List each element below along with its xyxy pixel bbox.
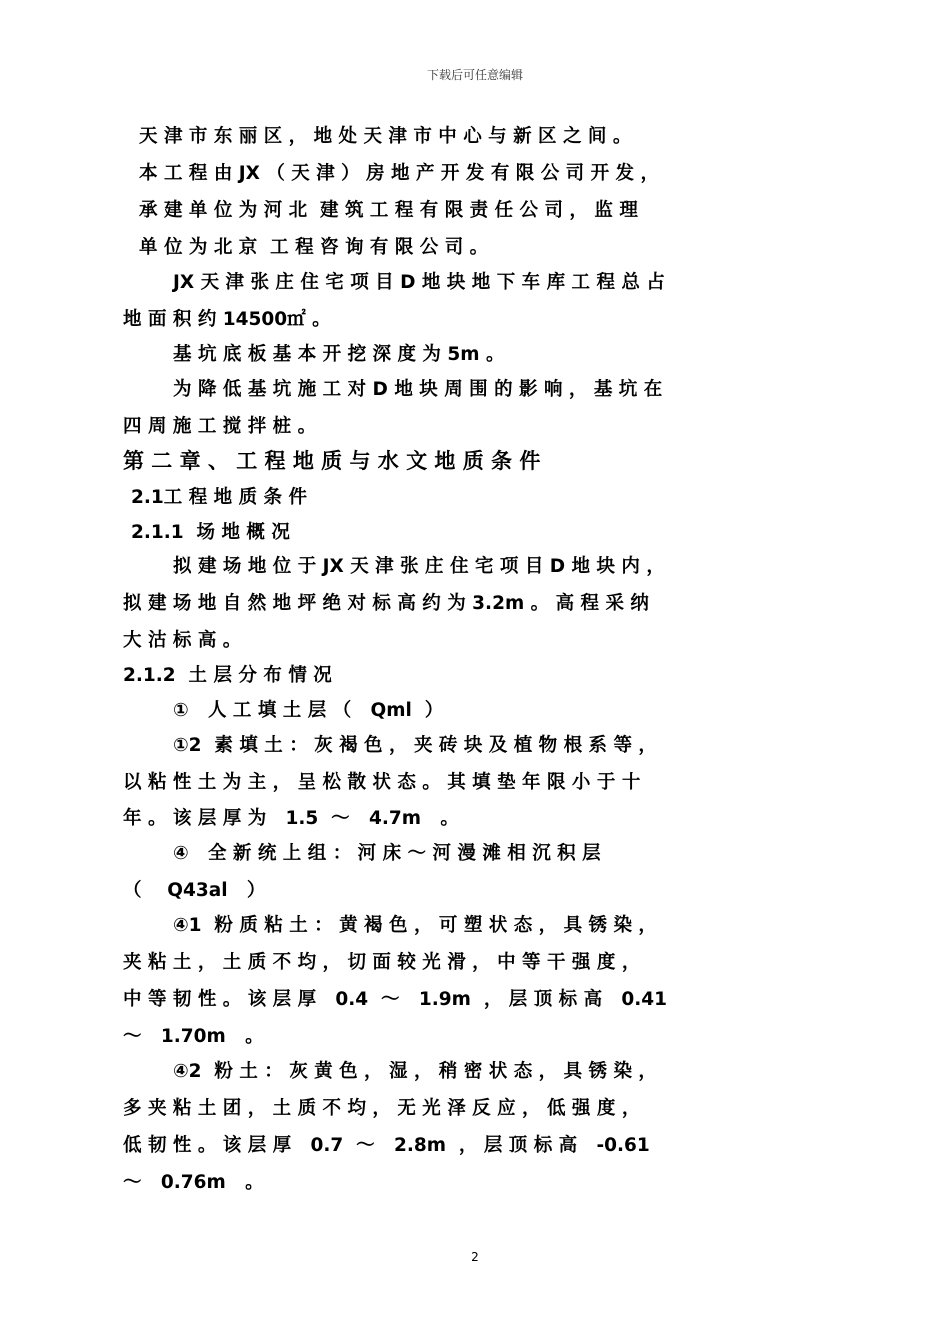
body-line: 以 粘 性 土 为 主 ， 呈 松 散 状 态 。 其 填 垫 年 限 小 于 十 xyxy=(123,772,641,793)
body-line: ④1 粉 质 粘 土 ： 黄 褐 色 ， 可 塑 状 态 ， 具 锈 染 ， xyxy=(173,915,657,936)
body-line: 夹 粘 土 ， 土 质 不 均 ， 切 面 较 光 滑 ， 中 等 干 强 度 ， xyxy=(123,952,641,973)
body-line: 年 。 该 层 厚 为 1.5 ～ 4.7m 。 xyxy=(123,808,459,829)
subsection-heading: 2.1.1 场 地 概 况 xyxy=(131,522,290,543)
body-line: ④2 粉 土 ： 灰 黄 色 ， 湿 ， 稍 密 状 态 ， 具 锈 染 ， xyxy=(173,1061,657,1082)
body-line: 天 津 市 东 丽 区 ， 地 处 天 津 市 中 心 与 新 区 之 间 。 xyxy=(139,126,632,147)
body-line: 中 等 韧 性 。 该 层 厚 0.4 ～ 1.9m ， 层 顶 标 高 0.41 xyxy=(123,989,668,1010)
section-heading: 2.1工 程 地 质 条 件 xyxy=(131,487,307,508)
body-line: 本 工 程 由 JX （ 天 津 ） 房 地 产 开 发 有 限 公 司 开 发 ， xyxy=(139,163,659,184)
body-line: ①2 素 填 土 ： 灰 褐 色 ， 夹 砖 块 及 植 物 根 系 等 ， xyxy=(173,735,657,756)
body-line: 拟 建 场 地 自 然 地 坪 绝 对 标 高 约 为 3.2m 。 高 程 采 纳 xyxy=(123,593,649,614)
body-line: ④ 全 新 统 上 组 ： 河 床 ～ 河 漫 滩 相 沉 积 层 xyxy=(173,843,601,864)
page-number: 2 xyxy=(471,1250,479,1264)
body-line: 基 坑 底 板 基 本 开 挖 深 度 为 5m 。 xyxy=(173,344,505,365)
body-line: 拟 建 场 地 位 于 JX 天 津 张 庄 住 宅 项 目 D 地 块 内 ， xyxy=(173,556,665,577)
body-line: ～ 0.76m 。 xyxy=(123,1172,264,1193)
body-line: ① 人 工 填 土 层 （ Qml ） xyxy=(173,700,444,721)
body-line: 大 沽 标 高 。 xyxy=(123,630,242,651)
body-line: （ Q43al ） xyxy=(123,880,266,901)
subsection-heading: 2.1.2 土 层 分 布 情 况 xyxy=(123,665,332,686)
chapter-heading: 第 二 章 、 工 程 地 质 与 水 文 地 质 条 件 xyxy=(123,449,541,473)
body-line: 为 降 低 基 坑 施 工 对 D 地 块 周 围 的 影 响 ， 基 坑 在 xyxy=(173,379,663,400)
body-line: 多 夹 粘 土 团 ， 土 质 不 均 ， 无 光 泽 反 应 ， 低 强 度 ， xyxy=(123,1098,641,1119)
body-line: 承 建 单 位 为 河 北 建 筑 工 程 有 限 责 任 公 司 ， 监 理 xyxy=(139,200,638,221)
body-line: ～ 1.70m 。 xyxy=(123,1026,264,1047)
body-line: JX 天 津 张 庄 住 宅 项 目 D 地 块 地 下 车 库 工 程 总 占 xyxy=(173,272,665,293)
page-header: 下载后可任意编辑 xyxy=(426,68,523,82)
body-line: 单 位 为 北 京 工 程 咨 询 有 限 公 司 。 xyxy=(139,237,489,258)
body-line: 低 韧 性 。 该 层 厚 0.7 ～ 2.8m ， 层 顶 标 高 -0.61 xyxy=(123,1135,650,1156)
body-line: 四 周 施 工 搅 拌 桩 。 xyxy=(123,416,317,437)
body-line: 地 面 积 约 14500㎡ 。 xyxy=(123,309,331,330)
